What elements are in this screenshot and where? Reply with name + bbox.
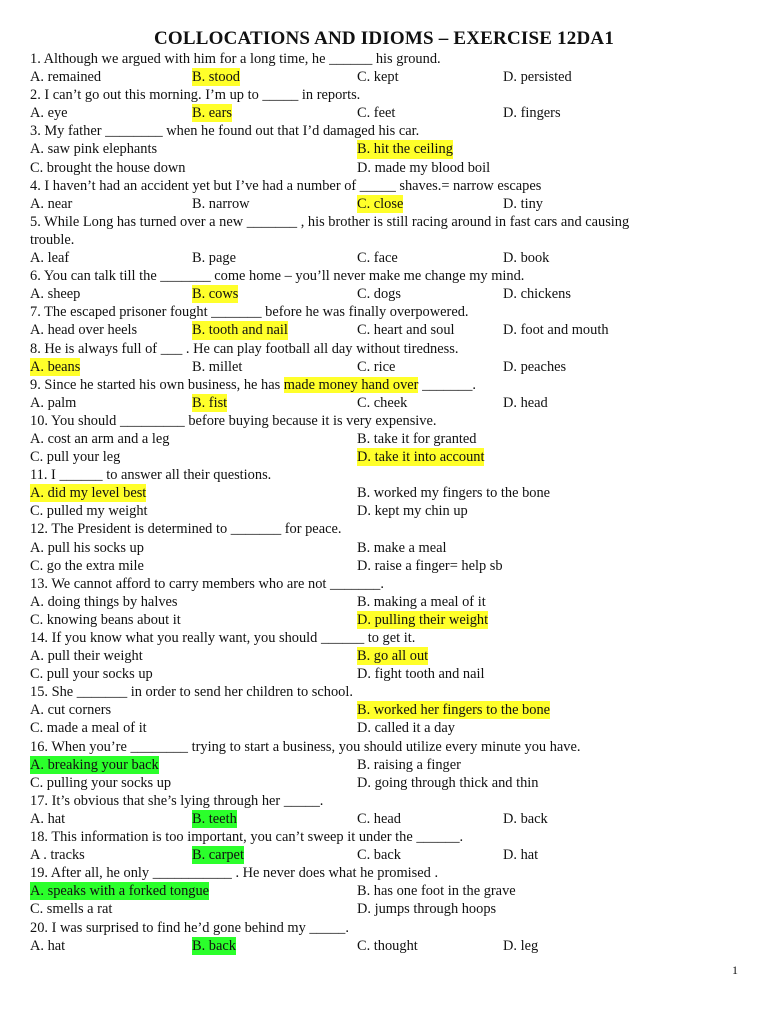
answer-option-a: A. cost an arm and a leg	[30, 430, 170, 447]
question-stem: 2. I can’t go out this morning. I’m up to _____ in reports.	[30, 87, 361, 104]
options-row	[30, 68, 750, 86]
question-block	[30, 520, 750, 574]
answer-option-b: B. tooth and nail	[192, 322, 288, 339]
answer-option-b: B. has one foot in the grave	[357, 883, 516, 900]
options-row	[30, 285, 750, 303]
answer-option-b: B. take it for granted	[357, 430, 477, 447]
answer-option-d: D. take it into account	[357, 449, 485, 466]
options-row	[30, 104, 750, 122]
options-row	[30, 249, 750, 267]
answer-option-d: D. fight tooth and nail	[357, 666, 485, 683]
answer-option-c: C. cheek	[357, 394, 408, 411]
options-row	[30, 719, 750, 737]
question-block	[30, 177, 750, 213]
question-block	[30, 738, 750, 792]
answer-option-d: D. foot and mouth	[503, 322, 609, 339]
answer-option-c: C. dogs	[357, 286, 401, 303]
answer-option-a: A. beans	[30, 358, 81, 375]
options-row	[30, 882, 750, 900]
answer-option-b: B. fist	[192, 394, 228, 411]
question-stem: 12. The President is determined to _______ for peace.	[30, 521, 342, 538]
options-row	[30, 358, 750, 376]
question-stem: 18. This information is too important, you can’t sweep it under the ______.	[30, 829, 464, 846]
answer-option-a: A. hat	[30, 810, 66, 827]
answer-option-b: B. carpet	[192, 847, 244, 864]
question-stem: 9. Since he started his own business, he has made money hand over _______.	[30, 376, 477, 393]
answer-option-d: D. leg	[503, 937, 539, 954]
options-row	[30, 611, 750, 629]
options-row	[30, 756, 750, 774]
options-row	[30, 774, 750, 792]
question-block	[30, 466, 750, 520]
question-stem: 4. I haven’t had an accident yet but I’ve had a number of _____ shaves.= narrow escapes	[30, 177, 542, 194]
answer-option-d: D. peaches	[503, 358, 567, 375]
answer-option-b: B. millet	[192, 358, 243, 375]
question-stem: 1. Although we argued with him for a long time, he ______ his ground.	[30, 51, 441, 67]
question-block	[30, 629, 750, 683]
page-number: 1	[732, 963, 738, 977]
answer-option-a: A . tracks	[30, 847, 85, 864]
question-block	[30, 575, 750, 629]
answer-option-b: B. making a meal of it	[357, 593, 486, 610]
options-row	[30, 321, 750, 339]
options-row	[30, 900, 750, 918]
question-stem: 6. You can talk till the _______ come home – you’ll never make me change my mind.	[30, 268, 525, 285]
question-block	[30, 340, 750, 376]
answer-option-b: B. hit the ceiling	[357, 141, 453, 158]
answer-option-d: D. jumps through hoops	[357, 901, 497, 918]
answer-option-d: D. hat	[503, 847, 539, 864]
question-stem: 8. He is always full of ___ . He can play football all day without tiredness.	[30, 340, 459, 357]
answer-option-a: A. saw pink elephants	[30, 141, 158, 158]
answer-option-c: C. smells a rat	[30, 901, 113, 918]
answer-option-a: A. speaks with a forked tongue	[30, 883, 210, 900]
answer-option-c: C. rice	[357, 358, 396, 375]
question-block	[30, 267, 750, 303]
answer-option-a: A. pull their weight	[30, 648, 143, 665]
page-title: COLLOCATIONS AND IDIOMS – EXERCISE 12DA1	[153, 28, 615, 49]
question-stem: 17. It’s obvious that she’s lying through her _____.	[30, 792, 324, 809]
answer-option-a: A. breaking your back	[30, 756, 159, 773]
answer-option-d: D. going through thick and thin	[357, 774, 539, 791]
answer-option-d: D. head	[503, 394, 548, 411]
options-row	[30, 159, 750, 177]
answer-option-c: C. feet	[357, 105, 396, 122]
question-stem: 3. My father ________ when he found out that I’d damaged his car.	[30, 123, 420, 140]
options-row	[30, 810, 750, 828]
question-stem: 14. If you know what you really want, you should ______ to get it.	[30, 630, 416, 646]
answer-option-d: D. kept my chin up	[357, 503, 468, 520]
answer-option-a: A. leaf	[30, 250, 70, 267]
options-row	[30, 448, 750, 466]
answer-option-a: A. palm	[30, 394, 77, 411]
question-block	[30, 792, 750, 828]
options-row	[30, 539, 750, 557]
answer-option-a: A. doing things by halves	[30, 593, 178, 610]
answer-option-c: C. thought	[357, 937, 418, 954]
question-block	[30, 683, 750, 737]
answer-option-b: B. stood	[192, 69, 240, 86]
question-block	[30, 86, 750, 122]
answer-option-c: C. face	[357, 250, 398, 267]
options-row	[30, 502, 750, 520]
question-block	[30, 864, 750, 918]
question-stem: 13. We cannot afford to carry members who are not _______.	[30, 575, 384, 592]
question-stem: 11. I ______ to answer all their questions.	[30, 467, 272, 484]
answer-option-c: C. go the extra mile	[30, 557, 144, 574]
options-row	[30, 394, 750, 412]
answer-option-d: D. back	[503, 810, 548, 827]
options-row	[30, 647, 750, 665]
answer-option-c: C. knowing beans about it	[30, 611, 181, 628]
answer-option-a: A. did my level best	[30, 485, 147, 502]
options-row	[30, 140, 750, 158]
answer-option-d: D. book	[503, 250, 550, 267]
question-block	[30, 412, 750, 466]
options-row	[30, 593, 750, 611]
answer-option-b: B. make a meal	[357, 539, 447, 556]
answer-option-c: C. pull your leg	[30, 449, 121, 466]
question-block	[30, 376, 750, 412]
options-row	[30, 195, 750, 213]
question-stem: 5. While Long has turned over a new _______ , his brother is still racing around in fast cars and causing trouble.	[30, 213, 630, 248]
question-block	[30, 213, 750, 267]
answer-option-b: B. cows	[192, 286, 239, 303]
answer-option-b: B. teeth	[192, 810, 237, 827]
question-block	[30, 50, 750, 86]
options-row	[30, 846, 750, 864]
question-stem: 19. After all, he only ___________ . He never does what he promised .	[30, 865, 439, 882]
answer-option-c: C. back	[357, 847, 401, 864]
question-stem: 7. The escaped prisoner fought _______ before he was finally overpowered.	[30, 304, 469, 321]
answer-option-d: D. persisted	[503, 69, 572, 86]
answer-option-b: B. worked my fingers to the bone	[357, 485, 551, 502]
options-row	[30, 484, 750, 502]
answer-option-d: D. called it a day	[357, 720, 455, 737]
answer-option-d: D. made my blood boil	[357, 159, 491, 176]
answer-option-a: A. sheep	[30, 286, 81, 303]
answer-option-c: C. kept	[357, 69, 399, 86]
answer-option-c: C. head	[357, 810, 401, 827]
answer-option-a: A. remained	[30, 69, 102, 86]
answer-option-c: C. heart and soul	[357, 322, 455, 339]
options-row	[30, 665, 750, 683]
question-stem: 20. I was surprised to find he’d gone behind my _____.	[30, 919, 349, 936]
answer-option-b: B. worked her fingers to the bone	[357, 702, 551, 719]
answer-option-d: D. chickens	[503, 286, 571, 303]
answer-option-c: C. pulling your socks up	[30, 774, 172, 791]
answer-option-a: A. near	[30, 195, 73, 212]
answer-option-d: D. pulling their weight	[357, 611, 489, 628]
answer-option-d: D. fingers	[503, 105, 561, 122]
answer-option-d: D. tiny	[503, 195, 543, 212]
answer-option-b: B. go all out	[357, 648, 429, 665]
question-block	[30, 122, 750, 176]
answer-option-a: A. eye	[30, 105, 68, 122]
answer-option-a: A. head over heels	[30, 322, 138, 339]
answer-option-a: A. hat	[30, 937, 66, 954]
question-stem: 15. She _______ in order to send her children to school.	[30, 684, 353, 701]
answer-option-c: C. pulled my weight	[30, 503, 148, 520]
answer-option-b: B. page	[192, 250, 236, 267]
answer-option-b: B. ears	[192, 105, 232, 122]
answer-option-b: B. narrow	[192, 195, 250, 212]
question-stem: 10. You should _________ before buying because it is very expensive.	[30, 412, 437, 429]
highlighted-phrase: made money hand over	[283, 376, 419, 393]
options-row	[30, 937, 750, 955]
answer-option-a: A. cut corners	[30, 702, 112, 719]
answer-option-c: C. close	[357, 195, 404, 212]
answer-option-c: C. made a meal of it	[30, 720, 147, 737]
question-block	[30, 828, 750, 864]
options-row	[30, 701, 750, 719]
question-block	[30, 303, 750, 339]
answer-option-d: D. raise a finger= help sb	[357, 557, 503, 574]
answer-option-a: A. pull his socks up	[30, 539, 144, 556]
answer-option-c: C. pull your socks up	[30, 666, 153, 683]
question-block	[30, 919, 750, 955]
exercise-list	[30, 50, 750, 955]
options-row	[30, 557, 750, 575]
answer-option-b: B. back	[192, 937, 236, 954]
answer-option-c: C. brought the house down	[30, 159, 186, 176]
options-row	[30, 430, 750, 448]
question-stem: 16. When you’re ________ trying to start a business, you should utilize every minute you have.	[30, 738, 581, 755]
answer-option-b: B. raising a finger	[357, 756, 461, 773]
